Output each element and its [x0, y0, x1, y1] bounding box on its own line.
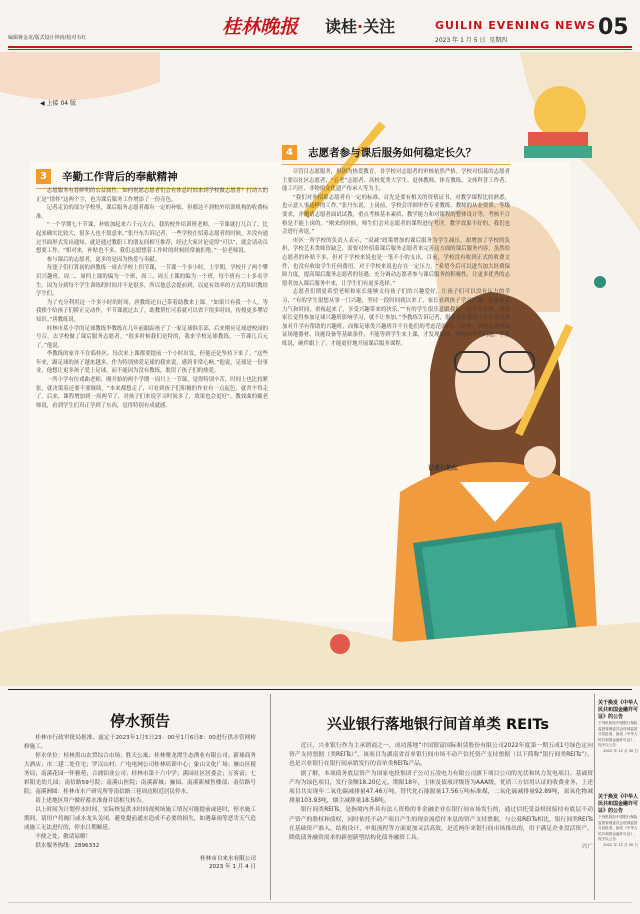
header-rule-thin	[8, 49, 632, 50]
paragraph: 桂林市某小学的足球教练李教练在几年前跟踪孩子了一家足球俱乐部，后来刚应足球进校园的号召，去学校做了课后服务志愿者。“很多时候我们是特的，我来学校足球教练，一节课几百元了。”他说。	[36, 325, 268, 349]
deco-sun	[534, 86, 586, 138]
license-notice-text-2: 下列机构经中国银行保险监督管理委员会桂林监管分局批准，换发《中华人民共和国金融许可证》，现予以公告：	[598, 815, 638, 841]
section-name: 读桂	[325, 17, 358, 36]
page-number: 05	[598, 15, 629, 40]
issue-date-text: 2023 年 1 月 5 日	[435, 37, 486, 44]
reit-body	[289, 742, 593, 852]
paragraph: 以上时间为计划停水时间，实际恢复供水时间视现场施工情况可能提前或延时，停水施工期间，请用户将阀门或水龙头关闭，避免提前通水造成不必要的损失，如遇暴雨等恶劣天气造成施工无法进行的，停水日期顺延。	[24, 807, 256, 831]
license-notice-title-2: 关于换发《中华人民共和国金融许可证》的公告	[598, 794, 639, 814]
paragraph: 为了充分利用这一个多小时的时间，唐教练还自己带着助教来上课。“如果只有我一个人，等我挨个给孩子们矫正完动作，半节课就过去了，助教帮忙可着就可以省下很多时间，传授更多攀岩知识。”唐教练说。	[36, 299, 268, 323]
license-notices	[598, 700, 638, 848]
column-divider	[270, 694, 271, 900]
bottom-section-rule	[8, 689, 632, 690]
issue-date	[435, 35, 507, 44]
section4-title: 志愿者参与课后服务如何稳定长久？	[308, 147, 477, 159]
license-notice-date-2: 2022 年 12 月 30 日	[603, 842, 638, 847]
paragraph: 据了解，本项债务底层资产为国家电投集团子公司五凌电力有限公司旗下项目公司的光伏和风力发电项目。基础资产均为绿色项目，发行金额18.20亿元，期限18年，主体及债项评级皆为AAA级，优质三方信用认证的收费业务，上述项目共实现年二氧化碳减排量47.46万吨，替代化石能源量17.56万吨标准煤，二氧化硫减排量92.89吨，氮氧化物减排量103.93吨，烟尘减排量18.58吨。	[289, 770, 593, 805]
notice-body	[24, 734, 256, 851]
paragraph: “一个学期七十节课，补贴加起来六千元左右。我的校外培训班老师，一节课就打几百了，比起来确实比较大，很多人也不愿意来。”张丹东告诉记者，一些学校在招募志愿者的时候，并没有通过书面形式发出通知，就是通过教职工的朋友间相互推荐，经过大家讨论觉得“可以”，就会请动员想要工作。“相对来，补贴也不多，我们志愿想着工作时的时候经常被拒绝。”一位老师说。	[36, 222, 268, 255]
paragraph: 银行间类REITs，是指境内外具有法人资格的非金融企业在银行间市场发行的，通过信托受益权间接持有底层不动产资产的股权和债权，同时依托不动产项目产生的现金流偿付本息的资产支持票据，与公募REITs相比，银行间类REITs在基础资产准入、结构设计、申报流程等方面更加灵活高效，是近两年来银行间市场推出的，用于满足企业盘活资产、降低债务融资需求的新创新型结构化债务融资工具。	[289, 807, 593, 842]
notice-date: 2023 年 1 月 4 日	[208, 864, 256, 870]
paragraph: 不便之处，敬请谅解！	[35, 834, 92, 840]
paragraph: 一所小学有位戏曲老师，刚开始的两个学期一周只上一节课，觉得特别辛苦，时间上也比较紧张，就决策着还要不要继续。“本来都想走了，可看到孩子们积极的作业有一点起色，就舍不得走了。后来，课程增加到一周两节了，对孩子们来说学习时间多了，效果也会更好”。教戏曲的戴老师说，看到学生们真正学到了东西，觉得特别有成就感。	[36, 377, 268, 409]
paragraph: “我们对外招募志愿者有一定的标准，首先是要有相关的资格证书，对教学课程比较熟悉，也示意人事这样的工作。”张丹东说，上岗前，学校会详细审查专业教练、教师的从业资质、等级要求，并邀请志愿者面试试教，重点考核基本素质、教学能力和对课程的整体设计等，考核不合格是不能上岗的。“刚来的时候，师生们会对志愿者的课程进行考评，教学效果不好的，我们也会进行劝退。”	[282, 194, 510, 236]
issue-weekday: 星期四	[489, 37, 508, 44]
notice-signature	[24, 855, 256, 871]
deco-book	[528, 132, 588, 146]
reit-author: 兴广	[581, 844, 593, 851]
paragraph: 尽管目志愿服务，但因为热爱教育，各学校对志愿者的审核依然严格。学校对招募的志愿者主要以社区志愿者、“五老”志愿者、高校优秀大学生、退休教师、体育教练、文体科普工作者、能工巧匠、非物质文化遗产传承人等为主。	[282, 169, 510, 193]
continued-label: 上接 04 版	[46, 100, 76, 107]
notice-title: 停水预告	[109, 712, 170, 730]
reporter-byline: 记者石艳红	[428, 465, 459, 472]
license-notice-title: 关于换发《中华人民共和国金融许可证》的公告	[598, 700, 639, 720]
paragraph: 近日，兴业银行作为主承销商之一，成功落地“中国银富国际租赁股份有限公司2022年度第一期五成1号绿色定向资产支持票据（类REITs）”，该项目为湖南省首单银行间市场不动产信托资产支持票据（以下简称“银行间类REITs”），也是兴业银行在银行间承销发行的首单类REITs产品。	[289, 743, 593, 768]
paragraph: 市区一所学校的负责人表示，“双减”政策增加的课后服务为学生减压，却增加了学校的负担，学校艺术类师资缺乏，需要对外招募课后服务志愿者来完善这方面的课后服务内容，虽然给志愿者的补贴不多，但对于学校来说也是一笔不小的支出，目前，学校没有收到正式的收费文件，也没有收取学生任何费用。对于学校来说也存在一定压力，“希望今后可以进当加大经费保障力度，提高课后服务志愿者的待遇，充分调动志愿者参与课后服务的积极性，让更多优秀的志愿者加入课后服务中来，让学生们有更多选择。”	[282, 237, 510, 287]
section4-number: 4	[282, 145, 297, 160]
page-footer-rule	[8, 902, 632, 903]
section4-header	[282, 142, 510, 165]
deco-dot	[330, 634, 350, 654]
paragraph: 志愿服务有着鲜明的公益属性。如何祝愿志愿者们会有体息时间来到学校做志愿者？打动人的正是“情怀”这两个字，也为课后服务工作增添了一份亮色。	[36, 188, 268, 203]
paragraph: 请上述地区用户做好蓄水准备并请相互转告。	[35, 798, 148, 804]
paragraph: 志愿者们期更希望老师和家长能够支持孩子们的兴趣爱好，让孩子们可以没有压力的学习，“有的学生很想从事一门兴趣，坚持一段时间就以来了，家长看到孩子学习兴趣，也要多花力气和时间，重视起来了，享受兴趣带来的快乐。”“有的学生很乐意跟我们一起学习足球，但是家长觉得参加足球兴趣班影响学习，就不让参加。”李教练告诉记者，很多家长觉得学生应该以参加对升学有帮助的兴趣班，而像足球类兴趣班并不在他们的考虑范围内。“此外，学校还需要保证场地器材、设施设备等基础条件，不能等到学生来上课，才发现场地、器材损坏等问题。”李教练说，硬件跟上了，才能更好地开展课后服务课程。	[282, 289, 510, 347]
license-notice-text: 下列机构经中国银行保险监督管理委员会桂林监管分局批准，换发《中华人民共和国金融许可证》，现予以公告：	[598, 721, 638, 747]
column-divider-2	[594, 694, 595, 900]
header-rule	[8, 46, 632, 48]
section-dot: ·	[357, 17, 364, 36]
paragraph: 记者走访的部分学校里，课后服务志愿者都有一定的补贴，但都达不到校外培训机构的收费标准。	[36, 205, 268, 220]
section4-underline	[282, 164, 510, 165]
continued-from: ◀ 上接 04 版	[40, 100, 76, 107]
section3-number: 3	[36, 169, 51, 184]
paragraph: 参与课后的志愿者，更多的是因为热爱与奉献。	[46, 256, 161, 263]
paragraph: 桂林市行政审批局批准，兹定于2023年1月5日23：00至1月6日8：00进行供水管网检修施工。	[24, 735, 256, 750]
section4-body	[282, 168, 510, 348]
section3-header	[36, 166, 268, 189]
deco-dot-2	[594, 276, 606, 288]
reit-headline: 兴业银行落地银行间首单类 REITs	[326, 717, 550, 733]
deco-book-2	[524, 146, 592, 158]
paragraph: 停水单位：桂林黑山农贸综合市场；胜天公寓；桂林聚龙潭生态渔业有限公司；新球商务大酒店；市二建二处住宅；罗汉山村；广电电网公司桂林培训中心；象山文化广场；雁山区税务局；南溪花园一怀雅苑；合浦铝业公司；桂林市第十六中学；溪园社区居委会；万客富；七彩阳光幼儿园；南信路59号院；南溪山医院；南溪新城；骊园、南溪新城售楼部；南信路号院；南溪洲圆：桂林市水产研究所等南信路三巷周边附近居民停水。	[24, 753, 256, 795]
section3-body	[36, 187, 268, 410]
page-credits: 编辑蒋金龙/版式设计钟涛/校对韦红	[8, 35, 87, 41]
teacher-hand	[524, 446, 556, 478]
paragraph: 每逢子们打算初的唐教练一周去学校上四节课，一节课一个多小时，上学期，学校开了两个攀岩兴趣班，周二、周四上课的编为一个班，周三、周五上课的编为一个班，每个班有二十多名学生。因为分到每个学生训练的时间并不是很多，所以他总会提前到，以更有效率的方式将知识教给学生们。	[36, 265, 268, 298]
paragraph: 李教练的家并不在临桂区，每次来上课都要提前一个小时出发，但他还是坚持下来了。“这些年来，踢足球的孩子越来越多，作为特别热爱足球的我来说，感到非常心畅。”他说，足球是一份事业，他想让更多孩子爱上足球，而不能因为没有教练，耽误了孩子们的热爱。	[36, 351, 268, 375]
deco-top-left	[0, 52, 160, 100]
paragraph: 供水服务热线：2896332	[35, 843, 100, 849]
section-title	[325, 14, 395, 37]
license-notice-date: 2022 年 12 月 30 日	[603, 748, 638, 753]
water-notice	[24, 710, 256, 871]
section-sub: 关注	[363, 17, 396, 36]
newspaper-logo: 桂林晚报	[222, 16, 299, 38]
newspaper-english-name: GUILIN EVENING NEWS	[435, 19, 596, 32]
section3-title: 辛勤工作背后的奉献精神	[62, 171, 178, 183]
book-cover	[422, 529, 568, 645]
notice-company: 桂林市自来水有限公司	[200, 856, 256, 862]
